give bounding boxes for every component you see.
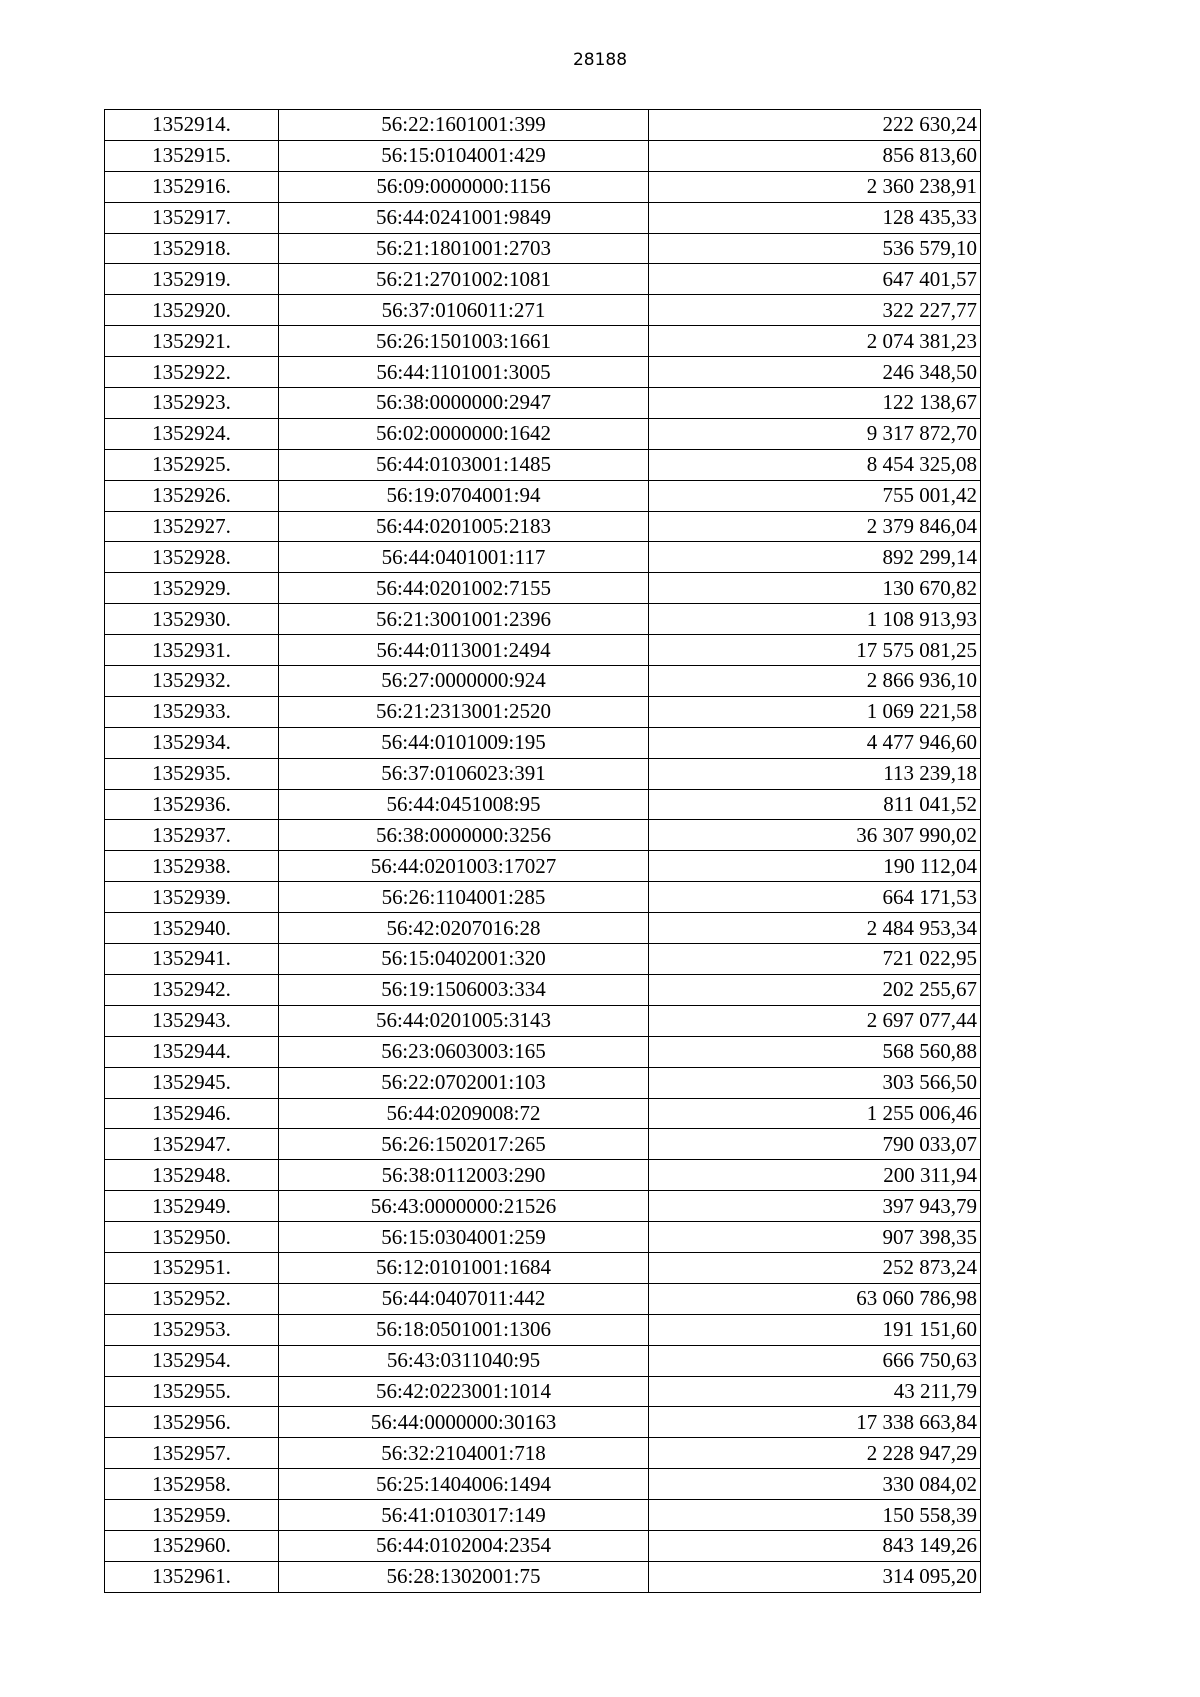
row-number-cell: 1352933. [105,696,279,727]
cadastral-value-cell: 17 575 081,25 [649,635,981,666]
table-row [105,974,981,1005]
cadastral-number-cell: 56:44:0201002:7155 [279,573,649,604]
table-row [105,1530,981,1561]
table-row [105,573,981,604]
table-row [105,1438,981,1469]
row-number-cell: 1352938. [105,851,279,882]
cadastral-number-cell: 56:21:2701002:1081 [279,264,649,295]
table-row [105,666,981,697]
row-number-cell: 1352951. [105,1252,279,1283]
row-number-cell: 1352923. [105,388,279,419]
row-number-cell: 1352945. [105,1067,279,1098]
cadastral-value-cell: 666 750,63 [649,1345,981,1376]
row-number-cell: 1352928. [105,542,279,573]
page-number: 28188 [572,50,628,70]
row-number-cell: 1352914. [105,110,279,141]
table-row [105,727,981,758]
table-row [105,295,981,326]
table-row [105,944,981,975]
cadastral-number-cell: 56:22:1601001:399 [279,110,649,141]
cadastral-number-cell: 56:44:0241001:9849 [279,202,649,233]
row-number-cell: 1352946. [105,1098,279,1129]
table-row [105,789,981,820]
row-number-cell: 1352953. [105,1314,279,1345]
row-number-cell: 1352919. [105,264,279,295]
cadastral-number-cell: 56:44:0209008:72 [279,1098,649,1129]
table-row [105,110,981,141]
cadastral-number-cell: 56:37:0106023:391 [279,758,649,789]
cadastral-value-cell: 4 477 946,60 [649,727,981,758]
row-number-cell: 1352956. [105,1407,279,1438]
row-number-cell: 1352927. [105,511,279,542]
cadastral-value-cell: 200 311,94 [649,1160,981,1191]
cadastral-value-cell: 568 560,88 [649,1036,981,1067]
cadastral-number-cell: 56:42:0223001:1014 [279,1376,649,1407]
cadastral-number-cell: 56:44:0103001:1485 [279,449,649,480]
row-number-cell: 1352922. [105,357,279,388]
row-number-cell: 1352929. [105,573,279,604]
row-number-cell: 1352943. [105,1005,279,1036]
cadastral-value-cell: 2 228 947,29 [649,1438,981,1469]
cadastral-value-cell: 130 670,82 [649,573,981,604]
cadastral-value-cell: 150 558,39 [649,1500,981,1531]
table-row [105,388,981,419]
cadastral-value-cell: 17 338 663,84 [649,1407,981,1438]
table-row [105,511,981,542]
cadastral-value-cell: 190 112,04 [649,851,981,882]
cadastral-number-cell: 56:44:0201003:17027 [279,851,649,882]
table-row [105,1222,981,1253]
registry-table-body [105,110,981,1593]
cadastral-value-cell: 647 401,57 [649,264,981,295]
table-row [105,1314,981,1345]
table-row [105,882,981,913]
cadastral-number-cell: 56:26:1104001:285 [279,882,649,913]
table-row [105,1098,981,1129]
cadastral-number-cell: 56:21:3001001:2396 [279,604,649,635]
cadastral-value-cell: 36 307 990,02 [649,820,981,851]
cadastral-value-cell: 907 398,35 [649,1222,981,1253]
table-row [105,1283,981,1314]
row-number-cell: 1352935. [105,758,279,789]
row-number-cell: 1352921. [105,326,279,357]
cadastral-number-cell: 56:15:0304001:259 [279,1222,649,1253]
cadastral-value-cell: 811 041,52 [649,789,981,820]
row-number-cell: 1352960. [105,1530,279,1561]
cadastral-value-cell: 202 255,67 [649,974,981,1005]
table-row [105,604,981,635]
cadastral-value-cell: 721 022,95 [649,944,981,975]
cadastral-number-cell: 56:19:0704001:94 [279,480,649,511]
cadastral-number-cell: 56:44:0201005:2183 [279,511,649,542]
table-row [105,851,981,882]
cadastral-value-cell: 8 454 325,08 [649,449,981,480]
cadastral-value-cell: 122 138,67 [649,388,981,419]
table-row [105,1561,981,1592]
cadastral-value-cell: 790 033,07 [649,1129,981,1160]
cadastral-value-cell: 322 227,77 [649,295,981,326]
table-row [105,171,981,202]
cadastral-number-cell: 56:21:2313001:2520 [279,696,649,727]
row-number-cell: 1352925. [105,449,279,480]
cadastral-number-cell: 56:44:1101001:3005 [279,357,649,388]
cadastral-value-cell: 892 299,14 [649,542,981,573]
cadastral-value-cell: 43 211,79 [649,1376,981,1407]
row-number-cell: 1352924. [105,418,279,449]
cadastral-value-cell: 246 348,50 [649,357,981,388]
row-number-cell: 1352961. [105,1561,279,1592]
cadastral-number-cell: 56:38:0000000:2947 [279,388,649,419]
cadastral-number-cell: 56:44:0101009:195 [279,727,649,758]
row-number-cell: 1352936. [105,789,279,820]
cadastral-value-cell: 128 435,33 [649,202,981,233]
cadastral-number-cell: 56:25:1404006:1494 [279,1469,649,1500]
cadastral-value-cell: 2 484 953,34 [649,913,981,944]
cadastral-number-cell: 56:23:0603003:165 [279,1036,649,1067]
table-row [105,233,981,264]
cadastral-value-cell: 9 317 872,70 [649,418,981,449]
row-number-cell: 1352952. [105,1283,279,1314]
cadastral-value-cell: 536 579,10 [649,233,981,264]
cadastral-number-cell: 56:42:0207016:28 [279,913,649,944]
cadastral-number-cell: 56:38:0112003:290 [279,1160,649,1191]
cadastral-number-cell: 56:26:1501003:1661 [279,326,649,357]
row-number-cell: 1352926. [105,480,279,511]
cadastral-number-cell: 56:44:0102004:2354 [279,1530,649,1561]
table-row [105,1345,981,1376]
row-number-cell: 1352939. [105,882,279,913]
cadastral-value-cell: 664 171,53 [649,882,981,913]
row-number-cell: 1352941. [105,944,279,975]
row-number-cell: 1352940. [105,913,279,944]
cadastral-value-cell: 2 074 381,23 [649,326,981,357]
cadastral-value-cell: 222 630,24 [649,110,981,141]
cadastral-value-cell: 856 813,60 [649,140,981,171]
table-row [105,326,981,357]
table-row [105,1036,981,1067]
table-row [105,480,981,511]
cadastral-number-cell: 56:44:0451008:95 [279,789,649,820]
cadastral-number-cell: 56:41:0103017:149 [279,1500,649,1531]
row-number-cell: 1352942. [105,974,279,1005]
cadastral-number-cell: 56:43:0311040:95 [279,1345,649,1376]
table-row [105,1252,981,1283]
table-row [105,820,981,851]
cadastral-value-cell: 2 360 238,91 [649,171,981,202]
cadastral-number-cell: 56:44:0201005:3143 [279,1005,649,1036]
table-row [105,758,981,789]
table-row [105,1376,981,1407]
cadastral-number-cell: 56:37:0106011:271 [279,295,649,326]
table-row [105,1067,981,1098]
cadastral-number-cell: 56:19:1506003:334 [279,974,649,1005]
row-number-cell: 1352915. [105,140,279,171]
row-number-cell: 1352932. [105,666,279,697]
cadastral-number-cell: 56:21:1801001:2703 [279,233,649,264]
row-number-cell: 1352959. [105,1500,279,1531]
table-row [105,1191,981,1222]
row-number-cell: 1352918. [105,233,279,264]
row-number-cell: 1352949. [105,1191,279,1222]
cadastral-number-cell: 56:02:0000000:1642 [279,418,649,449]
table-row [105,1005,981,1036]
cadastral-number-cell: 56:44:0113001:2494 [279,635,649,666]
table-row [105,1469,981,1500]
cadastral-number-cell: 56:12:0101001:1684 [279,1252,649,1283]
cadastral-number-cell: 56:09:0000000:1156 [279,171,649,202]
row-number-cell: 1352934. [105,727,279,758]
row-number-cell: 1352954. [105,1345,279,1376]
table-row [105,696,981,727]
cadastral-value-cell: 1 255 006,46 [649,1098,981,1129]
cadastral-number-cell: 56:32:2104001:718 [279,1438,649,1469]
cadastral-number-cell: 56:15:0402001:320 [279,944,649,975]
cadastral-value-cell: 330 084,02 [649,1469,981,1500]
row-number-cell: 1352917. [105,202,279,233]
table-row [105,1160,981,1191]
row-number-cell: 1352916. [105,171,279,202]
cadastral-value-cell: 397 943,79 [649,1191,981,1222]
cadastral-value-cell: 252 873,24 [649,1252,981,1283]
cadastral-value-cell: 2 697 077,44 [649,1005,981,1036]
row-number-cell: 1352948. [105,1160,279,1191]
table-row [105,542,981,573]
cadastral-number-cell: 56:43:0000000:21526 [279,1191,649,1222]
cadastral-value-cell: 2 866 936,10 [649,666,981,697]
table-row [105,202,981,233]
row-number-cell: 1352920. [105,295,279,326]
table-row [105,1500,981,1531]
cadastral-value-cell: 2 379 846,04 [649,511,981,542]
table-row [105,264,981,295]
row-number-cell: 1352930. [105,604,279,635]
cadastral-number-cell: 56:44:0407011:442 [279,1283,649,1314]
cadastral-value-cell: 843 149,26 [649,1530,981,1561]
cadastral-number-cell: 56:26:1502017:265 [279,1129,649,1160]
cadastral-number-cell: 56:38:0000000:3256 [279,820,649,851]
row-number-cell: 1352947. [105,1129,279,1160]
table-row [105,140,981,171]
cadastral-value-cell: 1 108 913,93 [649,604,981,635]
cadastral-value-cell: 1 069 221,58 [649,696,981,727]
table-row [105,1407,981,1438]
cadastral-number-cell: 56:18:0501001:1306 [279,1314,649,1345]
table-row [105,913,981,944]
cadastral-number-cell: 56:44:0000000:30163 [279,1407,649,1438]
row-number-cell: 1352950. [105,1222,279,1253]
row-number-cell: 1352931. [105,635,279,666]
cadastral-number-cell: 56:22:0702001:103 [279,1067,649,1098]
row-number-cell: 1352957. [105,1438,279,1469]
row-number-cell: 1352958. [105,1469,279,1500]
table-row [105,357,981,388]
cadastral-value-cell: 303 566,50 [649,1067,981,1098]
cadastral-value-cell: 755 001,42 [649,480,981,511]
table-row [105,635,981,666]
table-row [105,449,981,480]
table-row [105,1129,981,1160]
row-number-cell: 1352944. [105,1036,279,1067]
cadastral-value-cell: 63 060 786,98 [649,1283,981,1314]
cadastral-value-cell: 314 095,20 [649,1561,981,1592]
cadastral-value-cell: 113 239,18 [649,758,981,789]
cadastral-value-cell: 191 151,60 [649,1314,981,1345]
cadastral-number-cell: 56:15:0104001:429 [279,140,649,171]
row-number-cell: 1352937. [105,820,279,851]
cadastral-number-cell: 56:27:0000000:924 [279,666,649,697]
row-number-cell: 1352955. [105,1376,279,1407]
table-row [105,418,981,449]
cadastral-number-cell: 56:44:0401001:117 [279,542,649,573]
cadastral-number-cell: 56:28:1302001:75 [279,1561,649,1592]
registry-table [104,109,981,1593]
